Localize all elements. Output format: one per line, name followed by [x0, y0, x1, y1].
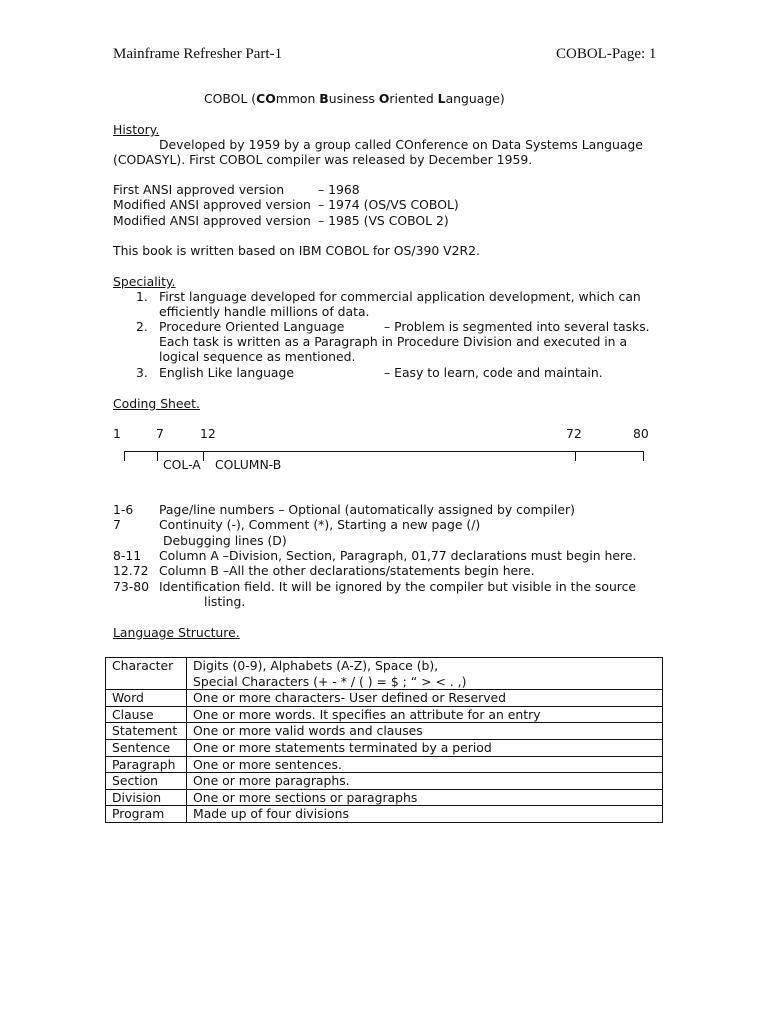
- ruler-tick: [124, 451, 125, 461]
- coding-sheet-ruler: [124, 451, 644, 452]
- ruler-tick: [575, 451, 576, 461]
- term-cell: Paragraph: [106, 756, 187, 773]
- table-row: [106, 739, 663, 756]
- document-title: COBOL (COmmon Business Oriented Language): [204, 91, 505, 106]
- term-cell: Sentence: [106, 739, 187, 756]
- column-range: 1-6: [113, 502, 134, 517]
- column-number: 12: [200, 426, 216, 441]
- list-item-text: – Problem is segmented into several tasks.: [384, 319, 650, 334]
- definition-cell: Made up of four divisions: [187, 806, 663, 823]
- list-item-text: – Easy to learn, code and maintain.: [384, 365, 603, 380]
- version-value: – 1974 (OS/VS COBOL): [318, 197, 459, 212]
- column-description: Column A –Division, Section, Paragraph, 01,77 declarations must begin here.: [159, 548, 637, 563]
- history-text: Developed by 1959 by a group called COnference on Data Systems Language: [159, 137, 643, 152]
- col-b-label: COLUMN-B: [215, 457, 282, 472]
- header-left: Mainframe Refresher Part-1: [113, 46, 283, 62]
- column-number: 72: [566, 426, 582, 441]
- table-row: [106, 658, 663, 690]
- table-row: [106, 756, 663, 773]
- table-row: [106, 789, 663, 806]
- list-number: 2.: [136, 319, 148, 334]
- book-note: This book is written based on IBM COBOL for OS/390 V2R2.: [113, 243, 480, 258]
- column-description: Debugging lines (D): [163, 533, 287, 548]
- list-item-text: First language developed for commercial application development, which can: [159, 289, 641, 304]
- ruler-tick: [203, 451, 204, 461]
- definition-cell: One or more sections or paragraphs: [187, 789, 663, 806]
- ruler-tick: [157, 451, 158, 461]
- table-row: [106, 806, 663, 823]
- definition-cell: One or more valid words and clauses: [187, 723, 663, 740]
- ruler-tick: [643, 451, 644, 461]
- term-cell: Character: [106, 658, 187, 690]
- column-range: 8-11: [113, 548, 142, 563]
- list-item-text: English Like language: [159, 365, 295, 380]
- col-a-label: COL-A: [163, 457, 201, 472]
- definition-cell: One or more paragraphs.: [187, 773, 663, 790]
- definition-cell: One or more words. It specifies an attribute for an entry: [187, 706, 663, 723]
- definition-cell: One or more sentences.: [187, 756, 663, 773]
- term-cell: Section: [106, 773, 187, 790]
- language-structure-heading: Language Structure.: [113, 625, 240, 640]
- list-item-text: Procedure Oriented Language: [159, 319, 345, 334]
- column-range: 7: [113, 517, 121, 532]
- term-cell: Division: [106, 789, 187, 806]
- version-label: Modified ANSI approved version: [113, 213, 311, 228]
- term-cell: Word: [106, 690, 187, 707]
- version-value: – 1985 (VS COBOL 2): [318, 213, 449, 228]
- list-number: 1.: [136, 289, 148, 304]
- table-row: [106, 773, 663, 790]
- definition-cell: One or more statements terminated by a period: [187, 739, 663, 756]
- coding-sheet-heading: Coding Sheet.: [113, 396, 200, 411]
- column-description: Identification field. It will be ignored by the compiler but visible in the source: [159, 579, 637, 594]
- column-number: 7: [156, 426, 164, 441]
- list-number: 3.: [136, 365, 148, 380]
- header-right: COBOL-Page: 1: [556, 46, 657, 62]
- version-value: – 1968: [318, 182, 360, 197]
- version-label: First ANSI approved version: [113, 182, 285, 197]
- column-number: 80: [633, 426, 649, 441]
- list-item-text: Each task is written as a Paragraph in Procedure Division and executed in a: [159, 334, 628, 349]
- column-description: Continuity (-), Comment (*), Starting a new page (/): [159, 517, 481, 532]
- column-description: listing.: [204, 594, 246, 609]
- history-text: (CODASYL). First COBOL compiler was released by December 1959.: [113, 152, 533, 167]
- definition-cell: One or more characters- User defined or Reserved: [187, 690, 663, 707]
- term-cell: Program: [106, 806, 187, 823]
- language-structure-table: [105, 657, 663, 823]
- speciality-heading: Speciality.: [113, 274, 176, 289]
- table-row: [106, 706, 663, 723]
- column-description: Page/line numbers – Optional (automatically assigned by compiler): [159, 502, 575, 517]
- column-range: 73-80: [113, 579, 150, 594]
- definition-cell: Digits (0-9), Alphabets (A-Z), Space (b), Special Characters (+ - * / ( ) = $ ; “ > < . ,): [187, 658, 663, 690]
- table-row: [106, 723, 663, 740]
- column-range: 12.72: [113, 563, 149, 578]
- list-item-text: logical sequence as mentioned.: [159, 349, 356, 364]
- table-row: [106, 690, 663, 707]
- version-label: Modified ANSI approved version: [113, 197, 311, 212]
- history-heading: History.: [113, 122, 160, 137]
- list-item-text: efficiently handle millions of data.: [159, 304, 370, 319]
- column-description: Column B –All the other declarations/statements begin here.: [159, 563, 535, 578]
- term-cell: Clause: [106, 706, 187, 723]
- term-cell: Statement: [106, 723, 187, 740]
- column-number: 1: [113, 426, 121, 441]
